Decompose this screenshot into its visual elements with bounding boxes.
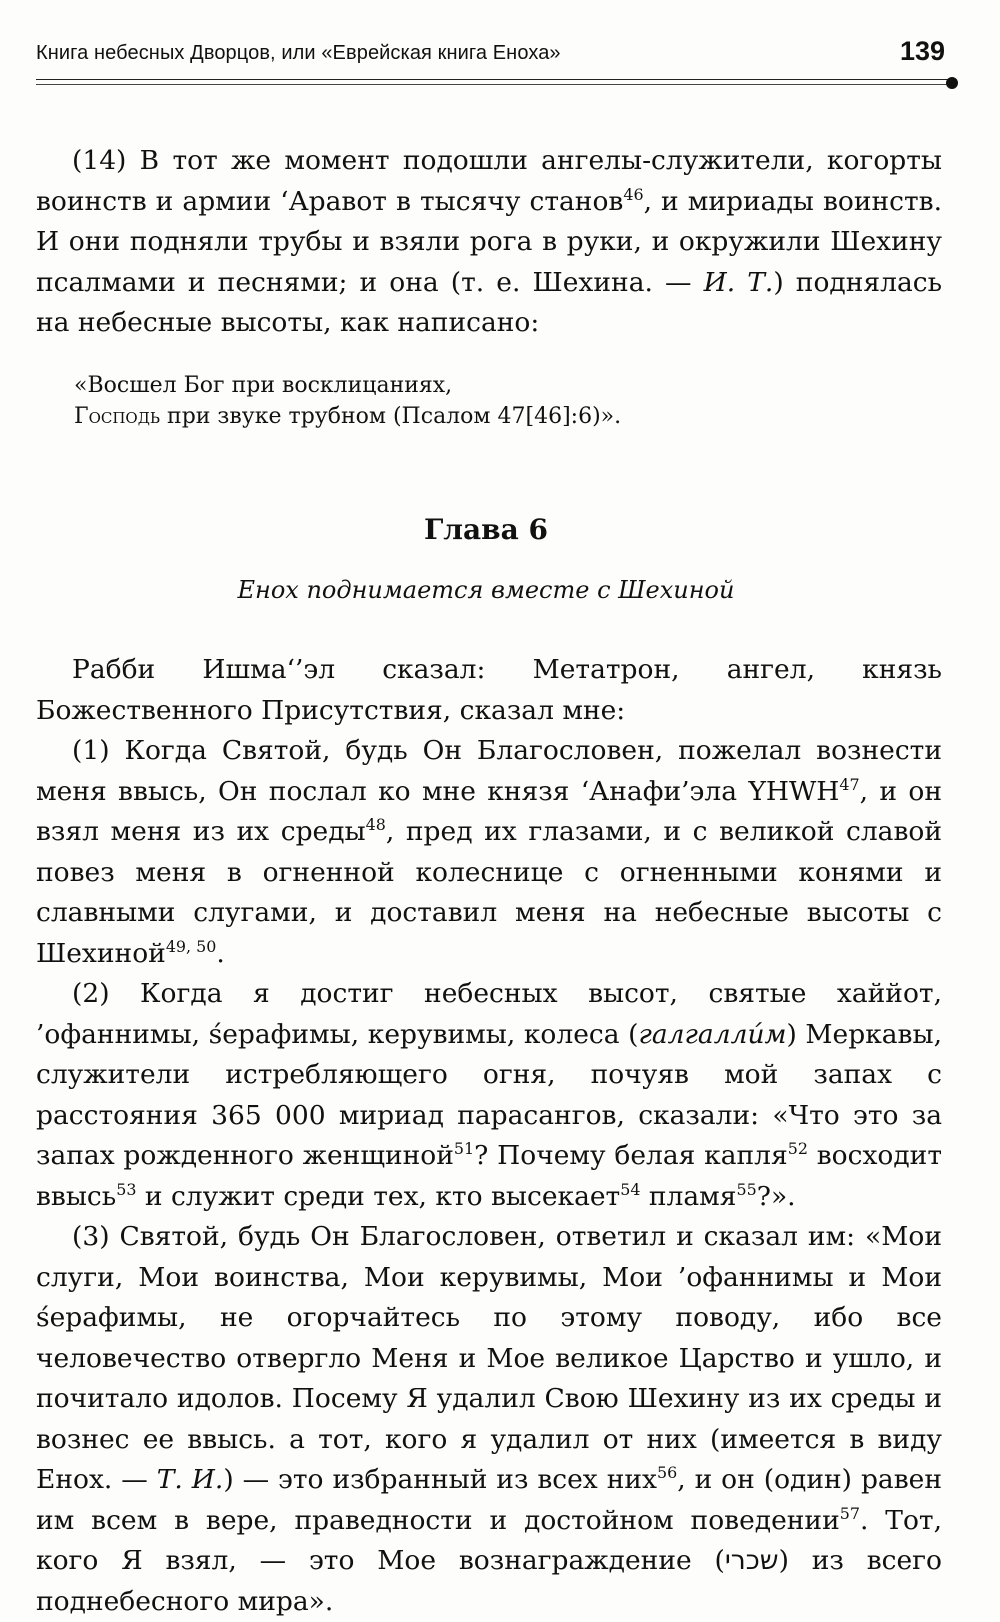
quote-line-1: «Восшел Бог при восклицаниях, bbox=[74, 373, 453, 398]
page-number: 139 bbox=[899, 36, 945, 66]
psalm-quote bbox=[74, 370, 621, 432]
paragraph-14: (14) В тот же момент подошли ангелы-служители, когорты воинств и армии ‘Аравот в тысячу станов$^{46}$, и мириады воинств. И они подняли трубы и взяли рога в руки, и окружили Шехину псалмами и песнями; и она (т. е. Шехина. — И. Т.) поднялась на небесные высоты, как написано: bbox=[36, 145, 943, 338]
footnote-ref[interactable]: 51 bbox=[453, 1139, 475, 1159]
running-header bbox=[36, 36, 955, 76]
chapter-body bbox=[36, 650, 942, 1622]
footnote-ref[interactable]: 46 bbox=[623, 184, 644, 204]
paragraph-1: (1) Когда Святой, будь Он Благословен, пожелал вознести меня ввысь, Он послал ко мне князя ‘Анафи’эла YHWH$^{47}$, и он взял меня из их среды$^{48}$, пред их глазами, и с великой славой повез меня в огненной колеснице с огненными конями и славными слугами, и доставил меня на небесные высоты с Шехиной$^{49, 50}$. bbox=[36, 735, 942, 969]
footnote-ref[interactable]: 56 bbox=[656, 1463, 678, 1483]
footnote-ref[interactable]: 47 bbox=[839, 774, 860, 794]
footnote-ref[interactable]: 49, 50 bbox=[165, 936, 217, 956]
footnote-ref[interactable]: 57 bbox=[839, 1503, 860, 1523]
footnote-ref[interactable]: 53 bbox=[116, 1179, 137, 1199]
header-rule-dot bbox=[946, 77, 958, 89]
footnote-ref[interactable]: 54 bbox=[620, 1179, 641, 1199]
footnote-ref[interactable]: 55 bbox=[736, 1179, 757, 1199]
running-title: Книга небесных Дворцов, или «Еврейская книга Еноха» bbox=[36, 42, 561, 64]
header-rule bbox=[36, 79, 952, 80]
paragraph-2: (2) Когда я достиг небесных высот, святые хаййот, ’офаннимы, śерафимы, керувимы, колеса (галгаллúм) Меркавы, служители истребляющего огня, почуяв мой запах с расстояния 365 000 мириад парасангов, сказали: «Что это за запах рожденного женщиной$^{51}$? Почему белая капля$^{52}$ восходит ввысь$^{53}$ и служит среди тех, кто высекает$^{54}$ пламя$^{55}$?». bbox=[36, 978, 942, 1212]
chapter-title: Глава 6 bbox=[423, 513, 549, 546]
chapter-subtitle: Енох поднимается вместе с Шехиной bbox=[237, 576, 735, 604]
footnote-ref[interactable]: 48 bbox=[365, 815, 386, 835]
footnote-ref[interactable]: 52 bbox=[787, 1139, 808, 1159]
header-rule-double bbox=[36, 84, 952, 85]
hebrew-word: שכרי bbox=[724, 1545, 779, 1576]
quote-line-2: Господь при звуке трубном (Псалом 47[46]:6)». bbox=[74, 404, 622, 429]
paragraph-3: (3) Святой, будь Он Благословен, ответил и сказал им: «Мои слуги, Мои воинства, Мои керувимы, Мои ’офаннимы и Мои śерафимы, не огорчайтесь по этому поводу, ибо все человечество отвергло Меня и Мое великое Царство и ушло, и почитало идолов. Посему Я удалил Свою Шехину из их среды и вознес ее ввысь. а тот, кого я удалил от них (имеется в виду Енох. — Т. И.) — это избранный из всех них$^{56}$, и он (один) равен им всем в вере, праведности и достойном поведении$^{57}$. Тот, кого Я взял, — это Мое вознаграждение (שכרי) из всего поднебесного мира». bbox=[36, 1221, 943, 1617]
intro-paragraph: Рабби Ишма‘’эл сказал: Метатрон, ангел, князь Божественного Присутствия, сказал мне: bbox=[36, 654, 942, 726]
